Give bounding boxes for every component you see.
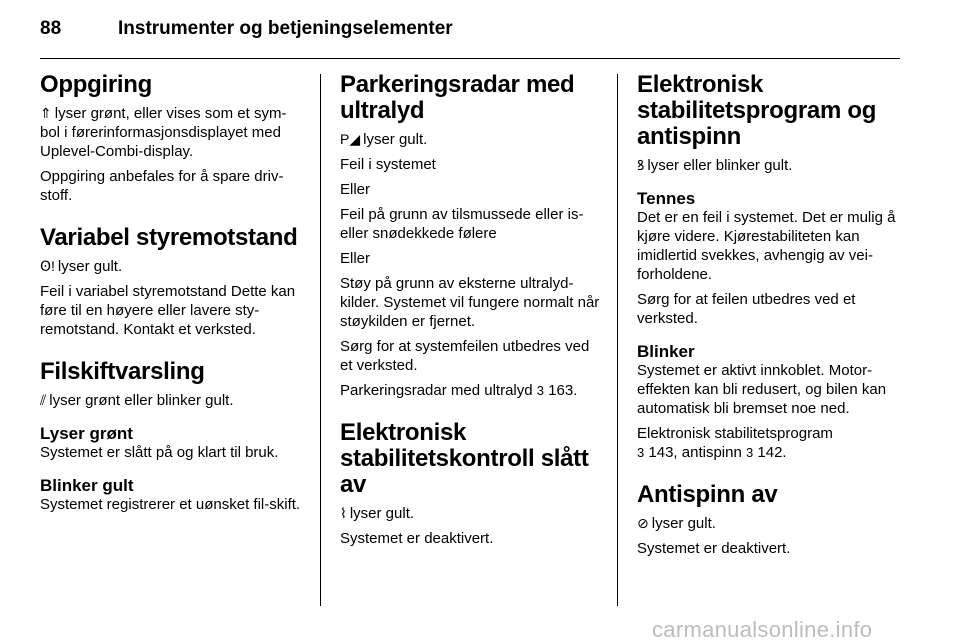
- column-divider-2: [617, 74, 618, 606]
- watermark: carmanualsonline.info: [652, 617, 873, 642]
- paragraph: ⌇ lyser gult.: [340, 505, 415, 522]
- paragraph: Eller: [340, 181, 371, 198]
- paragraph: ꝸ lyser eller blinker gult.: [637, 157, 793, 174]
- section-title-styremotstand: Variabel styremotstand: [40, 224, 298, 251]
- parking-sensor-icon: P◢: [340, 131, 361, 147]
- page-reference-arrow-icon: 3: [745, 445, 754, 460]
- column-divider-1: [320, 74, 321, 606]
- page-number: 88: [40, 18, 62, 39]
- section-title-esc-av: Elektronisk stabilitetskontroll slått av: [340, 419, 589, 498]
- upshift-icon: ⇑: [40, 105, 52, 121]
- section-title-esp-antispinn: Elektronisk stabilitetsprogram og antispinn: [637, 71, 877, 150]
- paragraph: Systemet registrerer et uønsket fil-skift.: [40, 496, 301, 513]
- paragraph: Oppgiring anbefales for å spare driv-stoff.: [40, 168, 284, 204]
- section-title-antispinn-av: Antispinn av: [637, 481, 778, 508]
- paragraph: Parkeringsradar med ultralyd 3 163.: [340, 382, 578, 399]
- subheading-blinker: Blinker: [637, 342, 695, 361]
- paragraph: Feil i variabel styremotstand Dette kan føre til en høyere eller lavere sty-remotstand. Kontakt et verksted.: [40, 283, 296, 338]
- paragraph: ⇑ lyser grønt, eller vises som et sym-bol i førerinformasjonsdisplayet med Uplevel-Combi-display.: [40, 105, 287, 160]
- section-title-filskiftvarsling: Filskiftvarsling: [40, 358, 205, 385]
- lane-departure-icon: ⫽: [40, 392, 47, 408]
- column-1: [40, 72, 302, 520]
- traction-off-icon: ⊘: [637, 515, 649, 531]
- paragraph: Det er en feil i systemet. Det er mulig å kjøre videre. Kjørestabiliteten kan imidlertid svekkes, avhengig av vei-forholdene.: [637, 209, 896, 283]
- subheading-lyser-gront: Lyser grønt: [40, 424, 133, 443]
- paragraph: Sørg for at feilen utbedres ved et verksted.: [637, 291, 856, 327]
- page-reference-arrow-icon: 3: [637, 445, 645, 460]
- paragraph: Systemet er slått på og klart til bruk.: [40, 444, 279, 461]
- subheading-tennes: Tennes: [637, 189, 696, 208]
- paragraph: Feil på grunn av tilsmussede eller is-eller snødekkede følere: [340, 206, 584, 242]
- paragraph: Ꙩ! lyser gult.: [40, 258, 123, 275]
- paragraph: Feil i systemet: [340, 156, 436, 173]
- paragraph: Systemet er aktivt innkoblet. Motor-effekten kan bli redusert, og bilen kan automatisk bli bremset noe ned.: [637, 362, 887, 417]
- paragraph: Elektronisk stabilitetsprogram 3 143, antispinn 3 142.: [637, 425, 833, 461]
- paragraph: Systemet er deaktivert.: [637, 540, 791, 557]
- paragraph: Sørg for at systemfeilen utbedres ved et verksted.: [340, 338, 590, 374]
- steering-warning-icon: Ꙩ!: [40, 258, 55, 274]
- paragraph: P◢ lyser gult.: [340, 131, 428, 148]
- page-header-title: Instrumenter og betjeningselementer: [118, 18, 453, 39]
- paragraph: ⊘ lyser gult.: [637, 515, 716, 532]
- column-2: [340, 72, 602, 554]
- paragraph: ⫽ lyser grønt eller blinker gult.: [40, 392, 234, 409]
- paragraph: Eller: [340, 250, 371, 267]
- paragraph: Systemet er deaktivert.: [340, 530, 494, 547]
- subheading-blinker-gult: Blinker gult: [40, 476, 134, 495]
- esc-off-icon: ⌇: [340, 505, 347, 521]
- section-title-parkeringsradar: Parkeringsradar med ultralyd: [340, 71, 575, 124]
- column-3: [637, 72, 899, 564]
- paragraph: Støy på grunn av eksterne ultralyd-kilder. Systemet vil fungere normalt når støykilden er fjernet.: [340, 275, 600, 330]
- page-reference-arrow-icon: 3: [536, 383, 544, 398]
- esp-icon: ꝸ: [637, 157, 645, 173]
- header-rule: [40, 58, 900, 59]
- page-header: [40, 18, 453, 40]
- section-title-oppgiring: Oppgiring: [40, 71, 152, 98]
